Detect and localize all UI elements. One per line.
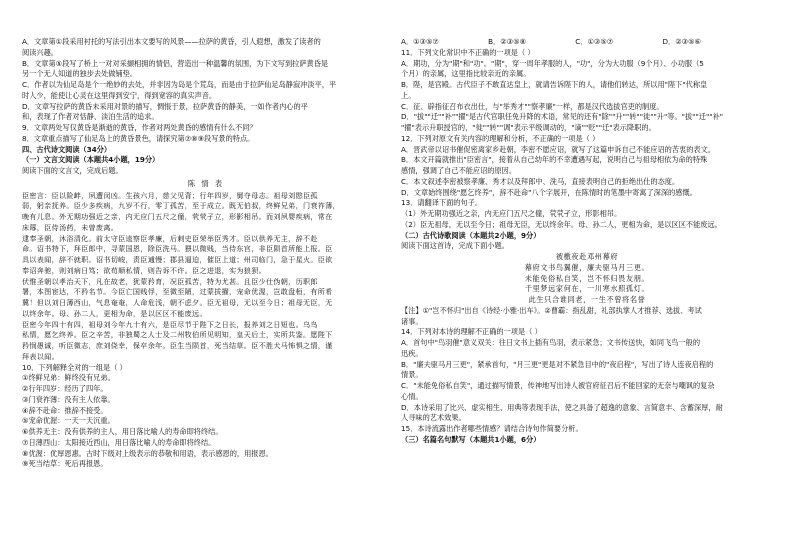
q10-options <box>401 37 701 48</box>
text-line: 8．文章重点描写了仙足岛上的黄昏景色，请探究第⑦⑧⑨段写景的特点。 <box>22 133 255 143</box>
text-line: C．征、辟指征召布衣出仕，与"举秀才""察孝廉"一样，都是汉代选拔官吏的制度。 <box>401 101 664 111</box>
text-line: （2）臣无祖母，无以至今日；祖母无臣，无以终余年。母、孙二人，更相为命，是以区区不能废远。 <box>401 219 722 229</box>
text-line: B．陛，是宫殿。古代臣子不敢直达皇上，就请告诉陛下的人，请他们转达，所以用"陛下"代称皇 <box>401 80 708 89</box>
text-line: 迅疾。 <box>401 348 423 358</box>
q10-option-c: C．①③⑤⑦ <box>575 37 614 46</box>
poem-title: 被檄夜赴邓州幕府 <box>555 252 619 261</box>
text-line: "擢"表示升职授官的，"徙""转""调"表示平级调动的，"谪""贬""迁"表示降职的。 <box>401 123 656 132</box>
prose-line: 臣密今年四十有四，祖母刘今年九十有六，是臣尽节于陛下之日长，报养刘之日短也。乌鸟 <box>22 319 318 329</box>
text-line: A．文章第①段采用衬托的写法引出本文要写的风景——拉萨的黄昏，引人遐想，激发了读者的 <box>22 37 321 46</box>
question-10: 10．下列解释全对的一组是（ ） <box>22 362 127 372</box>
poem-line: 此生只合谁同老，一生不曾将名誉 <box>528 295 646 304</box>
poem-body <box>401 274 773 306</box>
prose-line: 冀！但以刘日薄西山，气息奄奄，人命危浅，朝不虑夕。臣无祖母，无以至今日；祖母无臣，无 <box>22 298 333 307</box>
option-line: ①终鲜兄弟：鲜终没有兄弟。 <box>22 373 115 383</box>
prose-line: 逮奉圣朝，沐浴清化。前太守臣逵察臣孝廉，后刺史臣荣举臣秀才。臣以供养无主，辞不赴 <box>22 233 318 243</box>
text-line: B．本文开篇就推出"臣密言"，接着从自己幼年的不幸遭遇写起，说明自己与祖母相依为命的特殊 <box>401 155 708 165</box>
prose-line: 奉诏奔驰，则刘病日笃；欲苟顺私情，则告诉不许。臣之进退，实为狼狈。 <box>22 265 266 275</box>
prose-line: 拜表以闻。 <box>22 351 59 361</box>
poem-first-line: 幕府文书鸟翼催，廉夫驱马月三更。 <box>524 262 650 272</box>
text-line: 12．下列对原文有关内容的理解和分析，不正确的一项是（ ） <box>401 133 600 143</box>
text-line: 个月）的亲属，这里指比较亲近的亲属。 <box>401 69 531 79</box>
text-line: 11．下列文化常识中不正确的一项是（ ） <box>401 47 535 57</box>
text-line: A．期功，分为"期"和"功"。"期"，穿一周年孝服的人，"功"，分为大功服（9个月）、小功服（5 <box>401 58 704 68</box>
text-line: （三）名篇名句默写（本题共1小题，6分） <box>401 434 541 444</box>
poem-line: 未能免俗私自笑，岂不怀归畏友朋。 <box>524 273 650 283</box>
text-line: 15．本诗流露出作者哪些情感？请结合诗句作简要分析。 <box>401 424 583 433</box>
text-line: C．"未能免俗私自笑"，通过描写情景，传神地写出诗人被官府征召后不能回家的无奈与嘲讽的复杂 <box>401 381 715 390</box>
left-column <box>22 37 390 470</box>
prose-line: 私情，愿乞终养。臣之辛苦，非独蜀之人士及二州牧伯所见明知，皇天后土，实所共鉴。愿陛下 <box>22 330 333 340</box>
text-line: 另一个无人知道的独步去处做铺垫。 <box>22 69 138 79</box>
option-line: ⑨死当结草：死后再报恩。 <box>22 459 108 469</box>
option-line: ⑤宠命优渥：一天一天沉重。 <box>22 416 115 426</box>
text-line: D．"拔""迁""补""擢"是古代官职任免升降的术语，常见的还有"除""升""转""徙""升"等。"拔""迁""补" <box>401 112 724 122</box>
prose-line: 伏惟圣朝以孝治天下，凡在故老，犹蒙矜育，况臣孤苦，特为尤甚。且臣少仕伪朝，历职郎 <box>22 276 318 286</box>
text-line: 人寻味的艺术效果。 <box>401 413 466 423</box>
option-line: ⑥供养无主：没有供养的主人，用日落比喻人的寿命即将终结。 <box>22 427 223 436</box>
text-line: 13．请翻译下面的句子。 <box>401 198 483 208</box>
prose-line: 矜悯愚诚，听臣微志，庶刘侥幸，保卒余年。臣生当陨首，死当结草。臣不胜犬马怖惧之情，谨 <box>22 341 333 350</box>
option-line: ④辞不赴命：推辞不接受。 <box>22 405 108 415</box>
text-line: 感情，强调了自己不能应诏的原因。 <box>401 166 517 175</box>
text-line: A．晋武帝以诏书催促密离家乡赴朝，李密不愿应诏，就写了这篇申诉自己不能应诏的苦衷的表文。 <box>401 144 715 154</box>
prose-line: 命。诏书特下，拜臣郎中，寻蒙国恩，除臣洗马。猥以微贱，当侍东宫，非臣陨首所能上报。臣 <box>22 244 333 254</box>
prose-line: 晚有儿息。外无期功强近之亲，内无应门五尺之僮，茕茕孑立，形影相吊。而刘夙婴疾病，常在 <box>22 212 333 221</box>
right-bottom-block <box>401 306 773 446</box>
prose-line: 床蓐，臣侍汤药，未曾废离。 <box>22 222 119 232</box>
text-line: C．作者以为仙足岛是个一绝妙的去处，并非因为岛是个荒岛，而是由于拉萨仙足岛静寂冲淡平，平 <box>22 80 337 89</box>
left-top-block <box>22 37 390 177</box>
q10-option-a: A．①③⑤⑦ <box>401 37 439 46</box>
text-line: 上。 <box>401 90 416 100</box>
text-line: 四、古代诗文阅读（34分） <box>22 144 112 154</box>
text-line: 诸事。 <box>401 316 423 326</box>
text-line: D．文章始终围绕"愿乞终养"，辞不赴命"八个字展开，在陈情时的笔墨中寄寓了深深的感慨。 <box>401 187 697 197</box>
text-line: 情景。 <box>401 370 423 380</box>
text-line: D．本诗采用了比兴、虚实相生、用典等表现手法，使之具备了超逸的意象、言简意丰、含蓄深厚，耐 <box>401 402 723 412</box>
text-line: （1）外无期功强近之亲，内无应门五尺之僮，茕茕孑立，形影相吊。 <box>401 209 622 218</box>
text-line: 和，表现了作者对恬静、淡泊生活的追求。 <box>22 112 159 122</box>
text-line: 14．下列对本诗的理解不正确的一项是（ ） <box>401 327 542 337</box>
right-column <box>401 37 773 446</box>
prose-line: 署，本图宦达，不矜名节。今臣亡国贱俘，至微至陋，过蒙拔擢，宠命优渥，岂敢盘桓，有所希 <box>22 287 333 297</box>
text-line: （一）文言文阅读（本题共4小题，19分） <box>22 155 160 165</box>
text-line: 阅读兴趣。 <box>22 47 58 57</box>
prose-line: 臣密言：臣以险衅，夙遭闵凶。生孩六月，慈父见背；行年四岁，舅夺母志。祖母刘愍臣孤 <box>22 190 318 200</box>
option-line: ⑧优渥：优厚恩惠。古时下级对上级表示的恭敬和用语，表示感恩的，用报恩。 <box>22 448 273 458</box>
text-line: B．文章第⑤段写了桥上一对对采撷相拥的情侣，营造出一种温馨的氛围，为下文写到拉萨黄昏是 <box>22 58 329 68</box>
option-line: ②行年四岁：经历了四年。 <box>22 384 108 393</box>
text-line: C．本文叙述李密被察孝廉、秀才以及拜郎中、洗马，直接表明自己的拒绝出仕的态度。 <box>401 176 680 186</box>
q10-option-b: B．②③⑤⑧ <box>488 37 527 46</box>
text-line: B．"廉夫驱马月三更"，紧承首句，"月三更"更是对不紧急目中的"夜启程"，写出了诗人连夜启程的 <box>401 359 714 369</box>
poem-section-heading: （二）古代诗歌阅读（本题共2小题，9分） <box>401 230 541 240</box>
right-top-block <box>401 48 773 231</box>
text-line: 心情。 <box>401 391 423 401</box>
text-line: D．文章写拉萨的黄昏未采用对景的描写，惆悵于景，拉萨黄昏的静美，一如作者内心的平 <box>22 101 308 111</box>
prose-passage <box>22 191 390 363</box>
text-line: 时人少，能使让心灵在这里得到安宁，得到宽容的真实声音。 <box>22 90 217 100</box>
text-line: 【注】①"岂不怀归"出自《诗经·小雅·出车》。②曹霸：指乱甜，礼部执掌人才推荐、选拔、考试 <box>401 305 702 315</box>
poem-intro: 阅读下面这首诗，完成下面小题。 <box>401 241 509 251</box>
option-line: ③门衰祚薄：没有主人依靠。 <box>22 394 115 404</box>
text-line: A．首句中"鸟羽催"意义双关：往日文书上插有鸟羽，表示紧急；文书传送快，如同飞鸟一般的 <box>401 338 701 347</box>
text-line: 阅读下面的文言文，完成后题。 <box>22 166 123 175</box>
left-questions <box>22 363 390 471</box>
option-line: ⑦日薄西山：太阳接近西山，用日落比喻人的寿命即将终结。 <box>22 437 216 447</box>
prose-line: 以终余年。母、孙二人，更相为命，是以区区不能废远。 <box>22 308 207 318</box>
prose-title: 陈 情 表 <box>187 178 225 188</box>
poem-line: 千里梦远家何在，一川寒水照孤灯。 <box>524 284 650 294</box>
prose-line: 具以表闻，辞不就职。诏书切峻，责臣逋慢；郡县逼迫，催臣上道；州司临门，急于星火。臣欲 <box>22 255 333 264</box>
prose-line: 弱，躬亲抚养。臣少多疾病，九岁不行，零丁孤苦，至于成立。既无伯叔，终鲜兄弟，门衰祚薄， <box>22 201 340 211</box>
text-line: 9．文章两处写仅黄昏是渐逝的黄昏，作者对两处黄昏的感情有什么不同？ <box>22 123 257 132</box>
q10-option-d: D．②③⑤⑥ <box>662 37 701 46</box>
